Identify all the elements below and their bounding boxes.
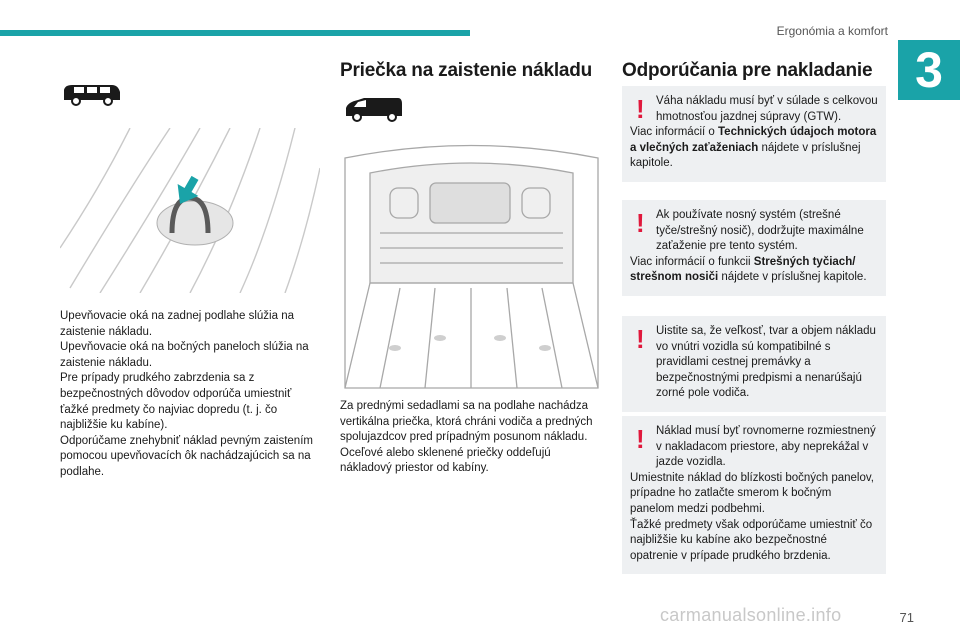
chapter-badge: 3 <box>898 40 960 100</box>
col2-paragraph: Za prednými sedadlami sa na podlahe nachádza vertikálna priečka, ktorá chráni vodiča a predných spolujazdcov pred prípadným posunom nákladu. <box>340 400 593 444</box>
warning-extra-text: Umiestnite náklad do blízkosti bočných panelov, prípadne ho zatlačte smerom k bočným panelom medzi podbehmi. <box>630 471 874 515</box>
floor-anchor-illustration <box>60 128 320 293</box>
col1-paragraph: Upevňovacie oká na bočných paneloch slúžia na zaistenie nákladu. <box>60 341 309 369</box>
col2-text <box>340 399 603 477</box>
watermark: carmanualsonline.info <box>660 605 842 625</box>
minibus-icon <box>62 82 122 106</box>
warning-box-distribution <box>622 416 886 574</box>
warning-box-weight <box>622 86 886 182</box>
cargo-partition-illustration <box>340 138 603 393</box>
van-icon <box>344 96 404 122</box>
warning-reference <box>630 125 878 172</box>
warning-exclamation-icon: ! <box>636 94 645 124</box>
warning-reference <box>630 255 878 286</box>
warning-reference-prefix: Viac informácií o <box>630 126 718 139</box>
warning-text: Váha nákladu musí byť v súlade s celkovou hmotnosťou jazdnej súpravy (GTW). <box>656 95 878 123</box>
col1-paragraph: Pre prípady prudkého zabrzdenia sa z bezpečnostných dôvodov odporúča umiestniť ťažké predmety čo najviac dopredu (t. j. čo najbližšie ku kabíne). <box>60 372 292 432</box>
warning-box-roof-rack <box>622 200 886 296</box>
warning-exclamation-icon: ! <box>636 424 645 454</box>
col1-paragraph: Odporúčame znehybniť náklad pevným zaistením pomocou upevňovacích ôk nachádzajúcich sa na podlahe. <box>60 434 313 478</box>
col1-text <box>60 309 322 481</box>
warning-exclamation-icon: ! <box>636 324 645 354</box>
warning-text: Ak používate nosný systém (strešné tyče/strešný nosič), dodržujte maximálne zaťaženie pre tento systém. <box>656 209 864 253</box>
warning-box-cargo-size <box>622 316 886 412</box>
warning-text: Náklad musí byť rovnomerne rozmiestnený v nakladacom priestore, aby neprekážal v jazde vozidla. <box>656 425 876 469</box>
warning-reference-link: Strešných tyčiach/ strešnom nosiči <box>630 255 856 284</box>
section-title-loading: Odporúčania pre nakladanie <box>622 60 873 81</box>
col1-paragraph: Upevňovacie oká na zadnej podlahe slúžia na zaistenie nákladu. <box>60 310 294 338</box>
warning-text: Uistite sa, že veľkosť, tvar a objem nákladu vo vnútri vozidla sú kompatibilné s pravidlami cestnej premávky a bezpečnostnými predpismi a nenarúšajú zorné pole vodiča. <box>656 325 876 400</box>
warning-extra-text: Ťažké predmety však odporúčame umiestniť čo najbližšie ku kabíne ako bezpečnostné opatrenie v prípade prudkého brzdenia. <box>630 518 873 562</box>
warning-reference-suffix: nájdete v príslušnej kapitole. <box>718 271 867 284</box>
page-number: 71 <box>899 610 914 625</box>
warning-reference-prefix: Viac informácií o funkcii <box>630 255 754 268</box>
header-title: Ergonómia a komfort <box>776 24 888 38</box>
warning-exclamation-icon: ! <box>636 208 645 238</box>
warning-reference-suffix: nájdete v príslušnej kapitole. <box>630 141 861 170</box>
warning-reference-link: Technických údajoch motora a vlečných zaťaženiach <box>630 126 877 154</box>
section-title-partition: Priečka na zaistenie nákladu <box>340 60 593 81</box>
col2-paragraph: Oceľové alebo sklenené priečky oddeľujú nákladový priestor od kabíny. <box>340 446 551 475</box>
header-accent-bar <box>0 30 470 36</box>
